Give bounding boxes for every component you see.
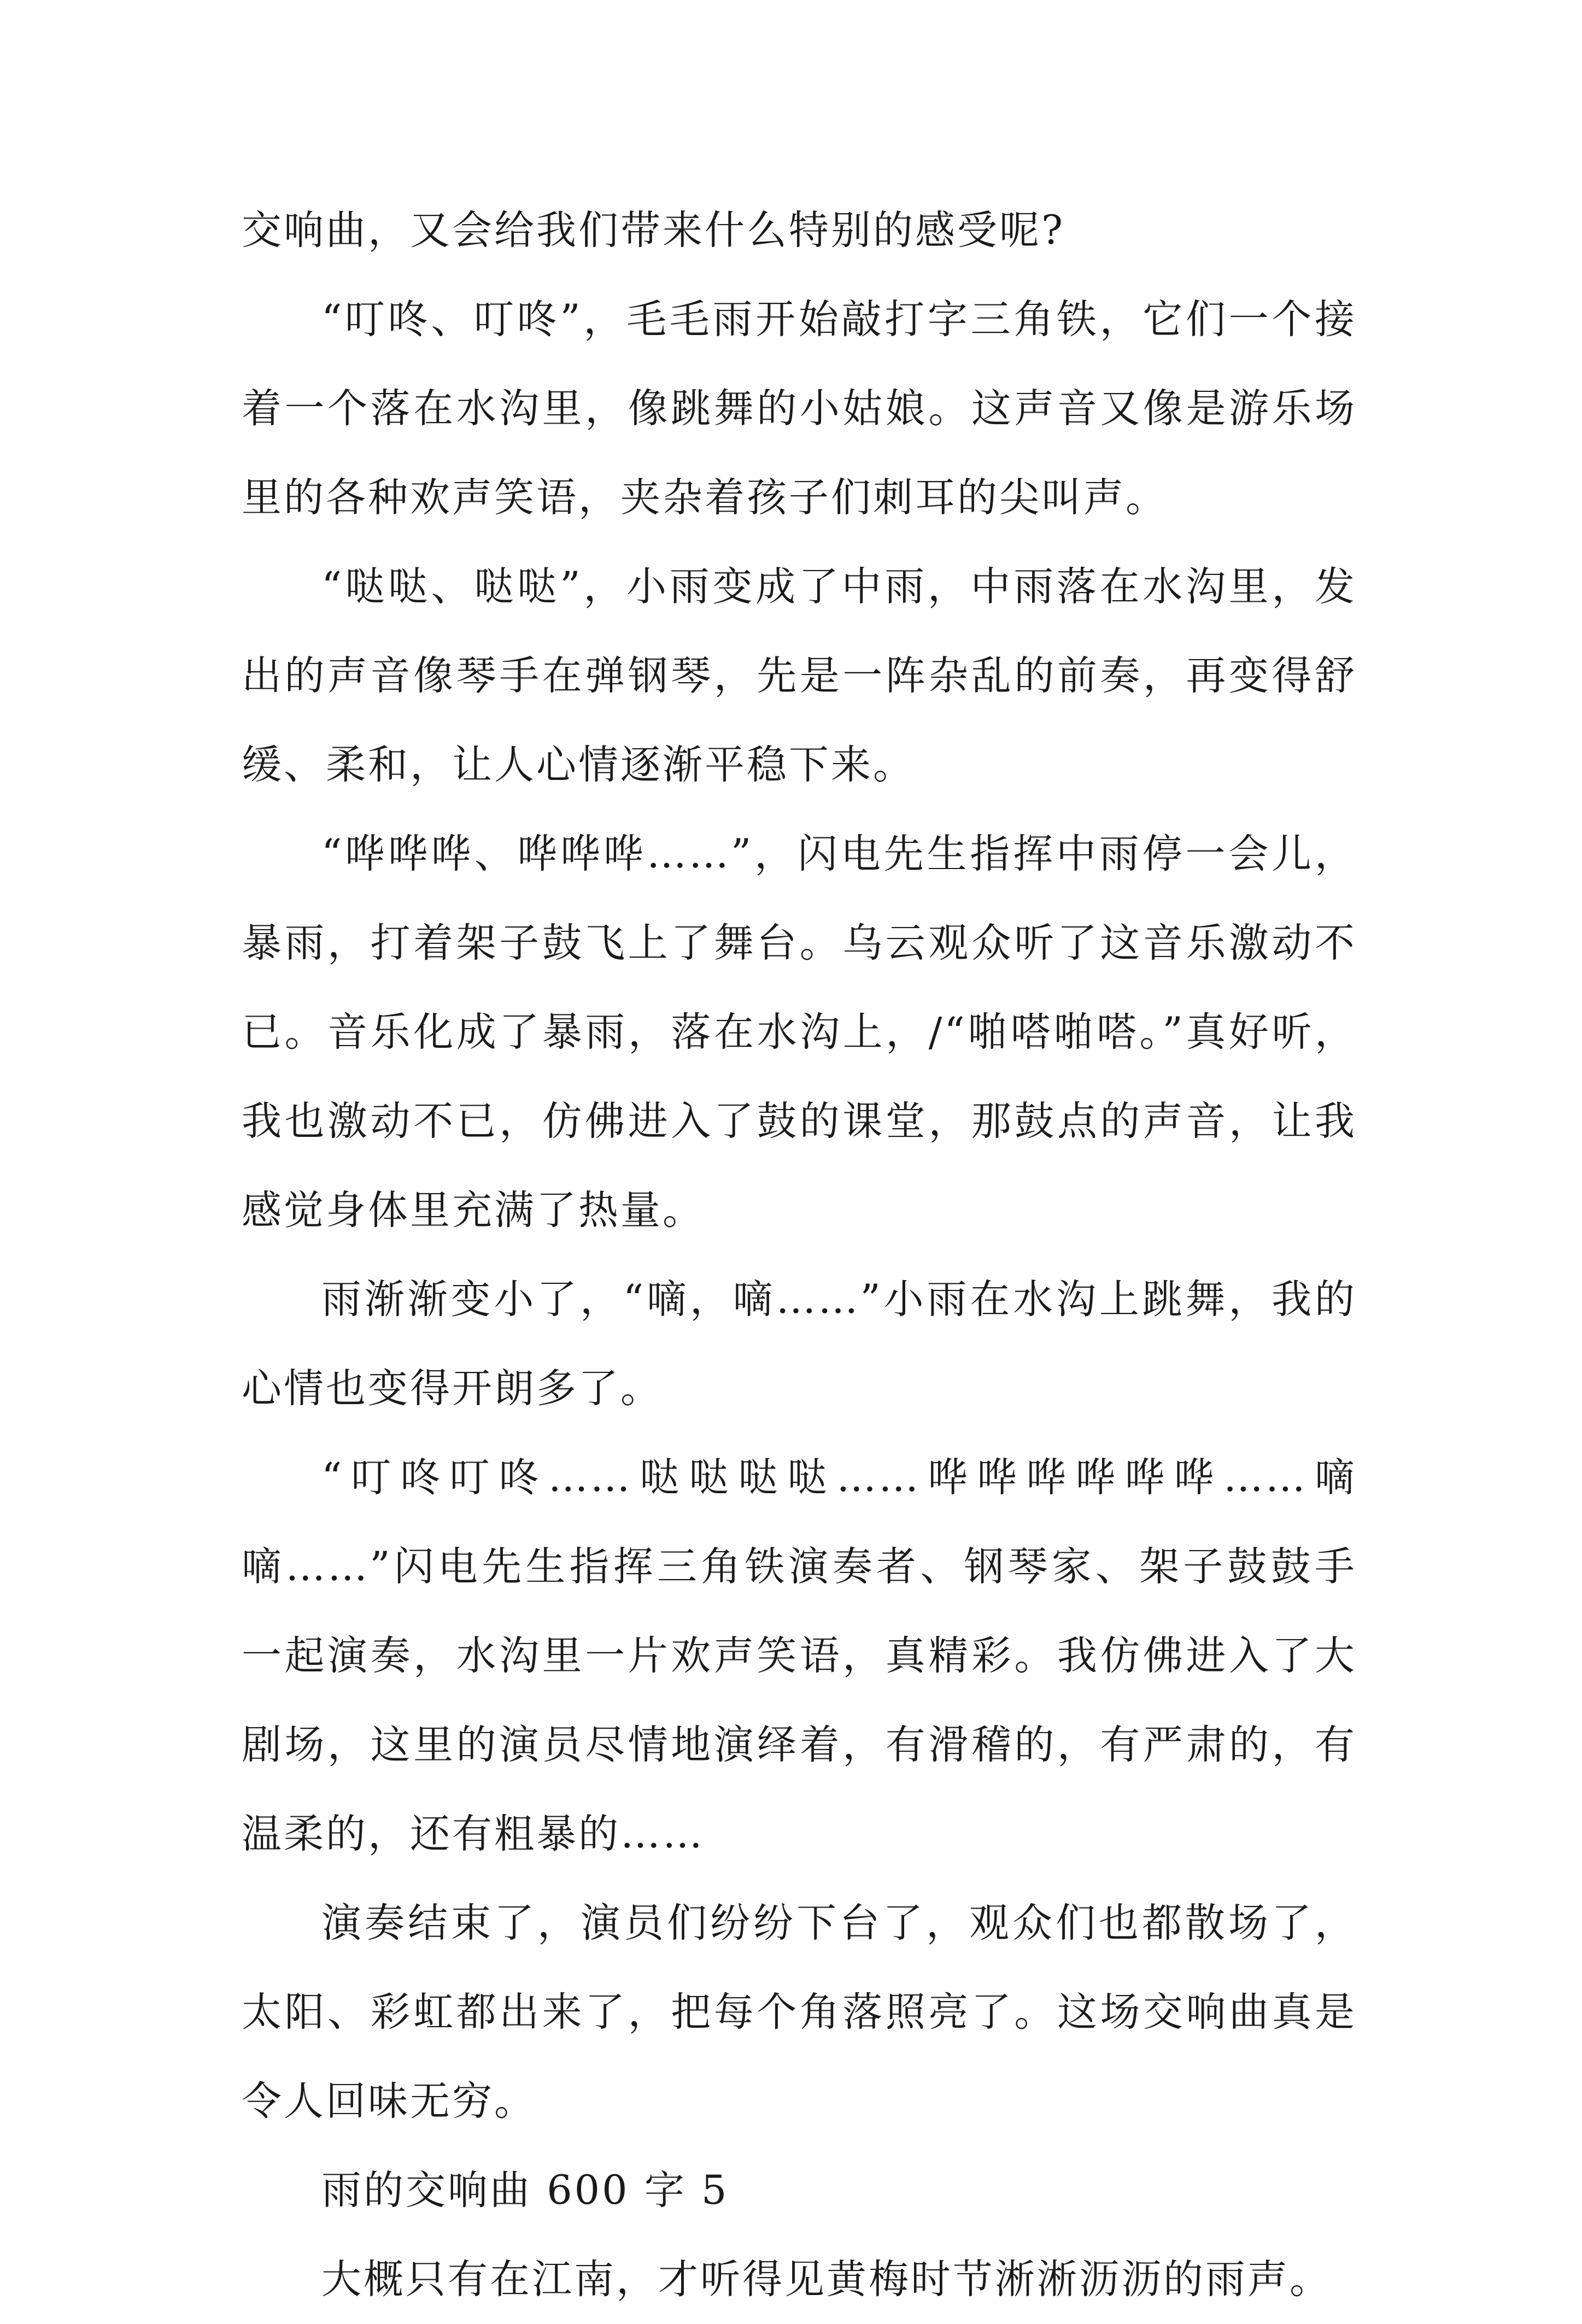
paragraph-5: 雨渐渐变小了，“嘀，嘀……”小雨在水沟上跳舞，我的心情也变得开朗多了。 bbox=[242, 1276, 1357, 1412]
paragraph-2: “叮咚、叮咚”，毛毛雨开始敲打字三角铁，它们一个接着一个落在水沟里，像跳舞的小姑娘。这声音又像是游乐场里的各种欢声笑语，夹杂着孩子们刺耳的尖叫声。 bbox=[242, 296, 1357, 521]
paragraph-4: “哗哗哗、哗哗哗……”，闪电先生指挥中雨停一会儿，暴雨，打着架子鼓飞上了舞台。乌云观众听了这音乐激动不已。音乐化成了暴雨，落在水沟上，/“啪嗒啪嗒。”真好听，我也激动不已，仿佛进入了鼓的课堂，那鼓点的声音，让我感觉身体里充满了热量。 bbox=[242, 831, 1357, 1234]
paragraph-6: “叮咚叮咚……哒哒哒哒……哗哗哗哗哗哗……嘀嘀……”闪电先生指挥三角铁演奏者、钢琴家、架子鼓鼓手一起演奏，水沟里一片欢声笑语，真精彩。我仿佛进入了大剧场，这里的演员尽情地演绎着，有滑稽的，有严肃的，有温柔的，还有粗暴的…… bbox=[242, 1454, 1357, 1857]
paragraph-8: 大概只有在江南，才听得见黄梅时节淅淅沥沥的雨声。 bbox=[321, 2256, 1332, 2303]
paragraph-7: 演奏结束了，演员们纷纷下台了，观众们也都散场了，太阳、彩虹都出来了，把每个角落照亮了。这场交响曲真是令人回味无穷。 bbox=[242, 1900, 1357, 2125]
section-heading: 雨的交响曲 600 字 5 bbox=[321, 2167, 729, 2214]
paragraph-3: “哒哒、哒哒”，小雨变成了中雨，中雨落在水沟里，发出的声音像琴手在弹钢琴，先是一阵杂乱的前奏，再变得舒缓、柔和，让人心情逐渐平稳下来。 bbox=[242, 564, 1357, 788]
article-body bbox=[242, 186, 1357, 2324]
paragraph-1: 交响曲，又会给我们带来什么特别的感受呢? bbox=[242, 207, 1065, 254]
